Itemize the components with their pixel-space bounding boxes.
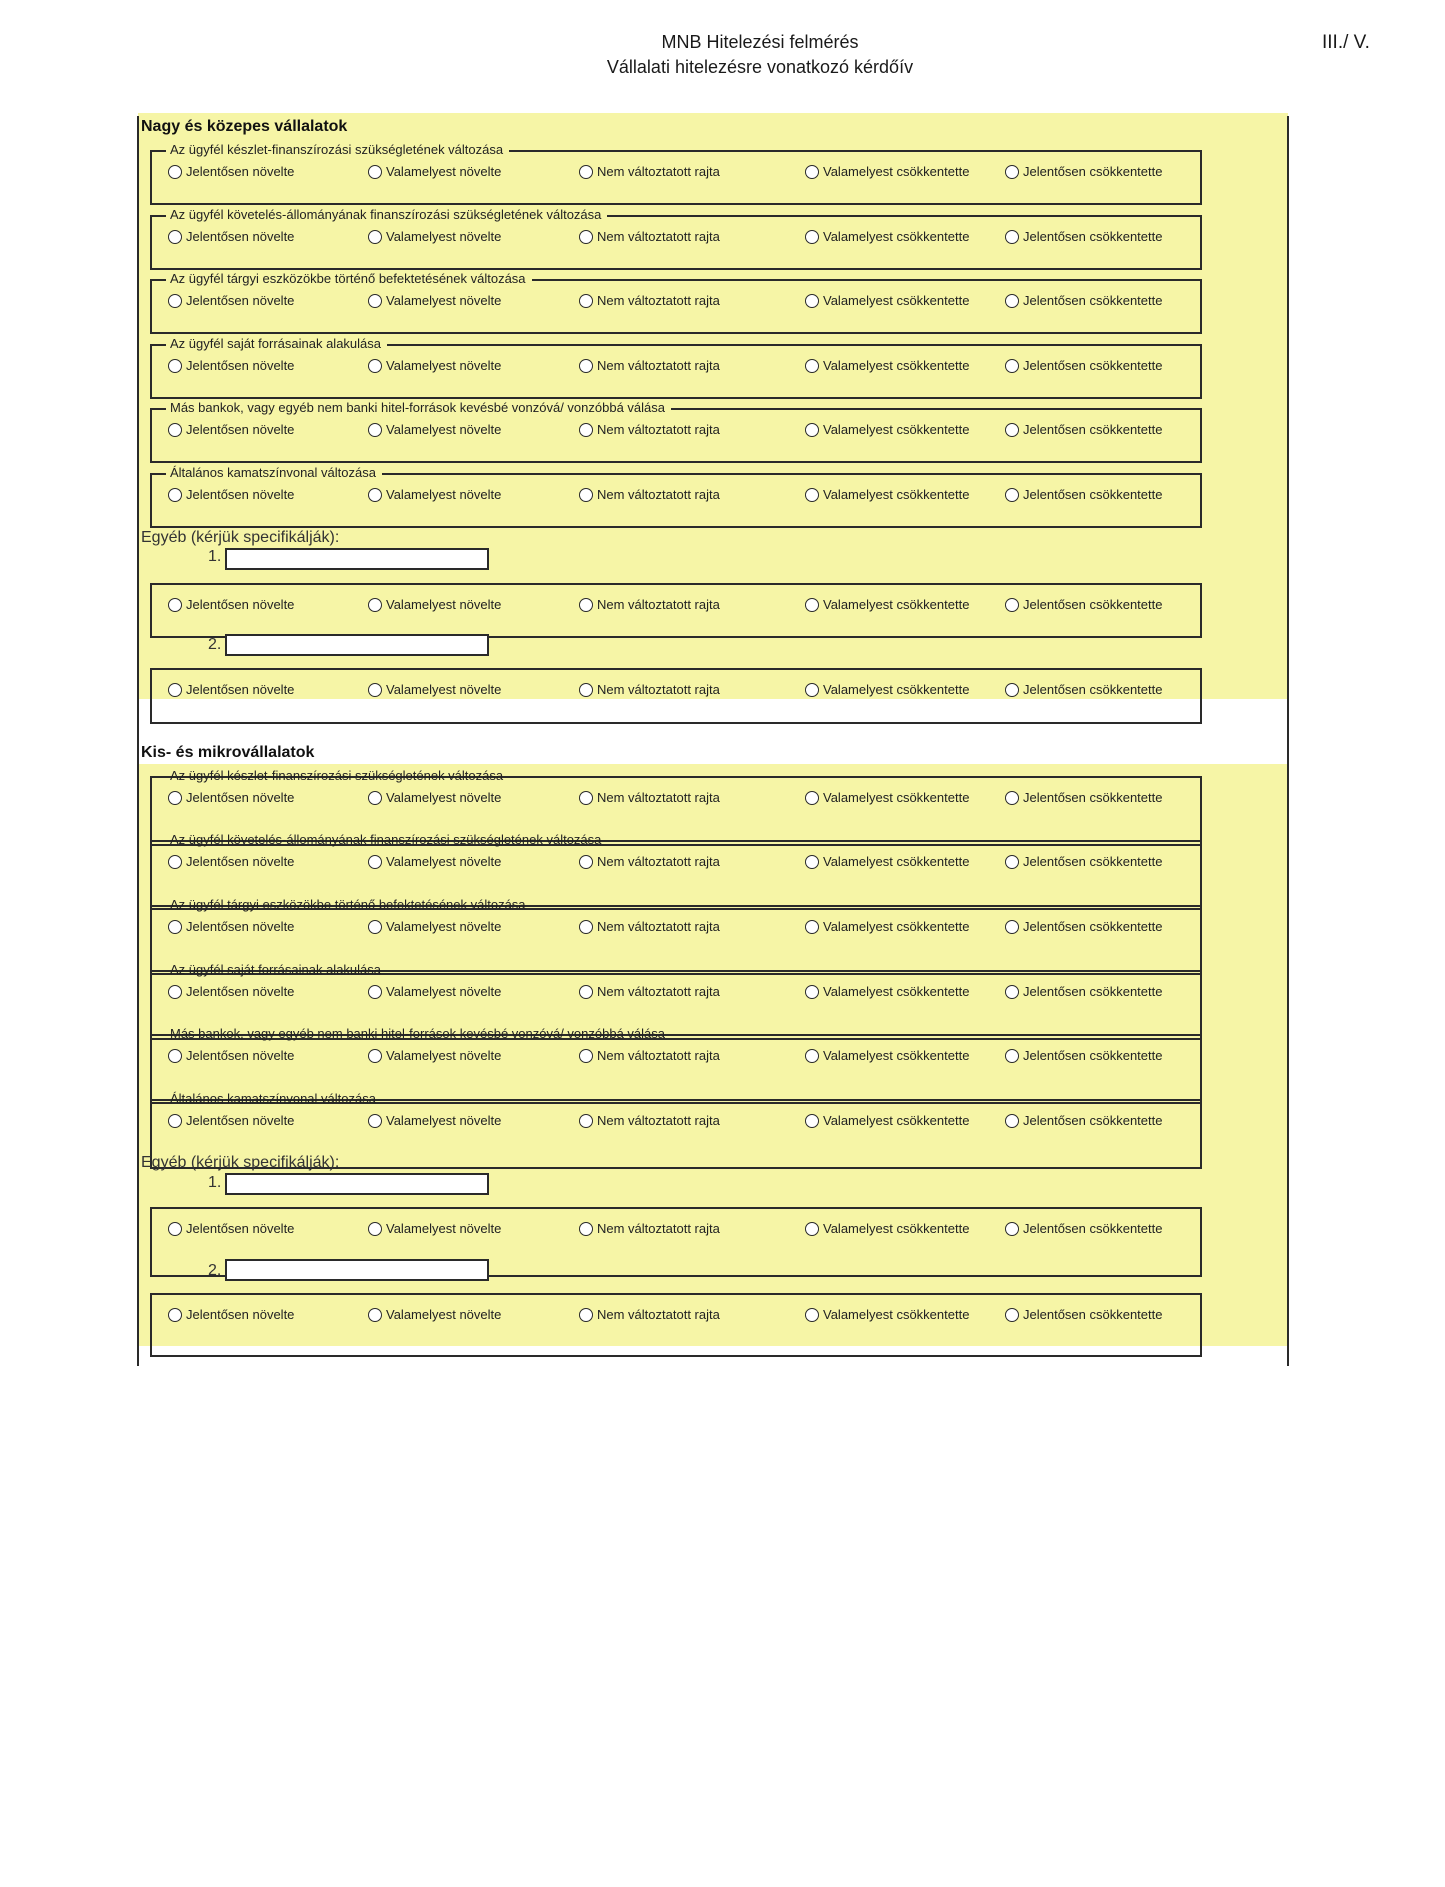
- radio-option-label: Nem változtatott rajta: [597, 919, 720, 934]
- radio-option[interactable]: [368, 422, 501, 437]
- radio-option-label: Valamelyest csökkentette: [823, 682, 970, 697]
- radio-option-label: Jelentősen csökkentette: [1023, 1048, 1163, 1063]
- frame-bottom-line: [150, 1355, 1202, 1357]
- radio-option-label: Jelentősen csökkentette: [1023, 293, 1163, 308]
- radio-option[interactable]: [805, 358, 969, 373]
- radio-option[interactable]: [368, 1221, 501, 1236]
- radio-option-label: Valamelyest növelte: [386, 293, 502, 308]
- radio-button[interactable]: [368, 423, 382, 437]
- radio-option[interactable]: [1005, 487, 1162, 502]
- radio-option-label: Valamelyest csökkentette: [823, 164, 970, 179]
- radio-option-label: Valamelyest növelte: [386, 854, 502, 869]
- radio-button[interactable]: [805, 423, 819, 437]
- question-label: Az ügyfél követelés-állományának finanszírozási szükségletének változása: [166, 207, 607, 223]
- radio-option-label: Valamelyest csökkentette: [823, 919, 970, 934]
- radio-option-label: Valamelyest növelte: [386, 229, 502, 244]
- radio-option-label: Jelentősen csökkentette: [1023, 164, 1163, 179]
- radio-option[interactable]: [805, 984, 969, 999]
- radio-option[interactable]: [579, 358, 720, 373]
- radio-button[interactable]: [168, 791, 182, 805]
- radio-button[interactable]: [1005, 1308, 1019, 1322]
- radio-button[interactable]: [805, 920, 819, 934]
- radio-button[interactable]: [368, 598, 382, 612]
- radio-button[interactable]: [1005, 791, 1019, 805]
- radio-option-label: Nem változtatott rajta: [597, 358, 720, 373]
- radio-button[interactable]: [1005, 359, 1019, 373]
- radio-option-label: Valamelyest növelte: [386, 1048, 502, 1063]
- radio-button[interactable]: [579, 791, 593, 805]
- page-number: III./ V.: [1322, 32, 1370, 53]
- radio-option[interactable]: [805, 790, 969, 805]
- radio-button[interactable]: [805, 985, 819, 999]
- radio-option[interactable]: [805, 293, 969, 308]
- other-question-group: [150, 668, 1202, 724]
- radio-option[interactable]: [579, 487, 720, 502]
- radio-option[interactable]: [168, 790, 294, 805]
- radio-option-label: Valamelyest csökkentette: [823, 1307, 970, 1322]
- radio-option[interactable]: [368, 487, 501, 502]
- radio-option[interactable]: [168, 682, 294, 697]
- radio-button[interactable]: [368, 1222, 382, 1236]
- other-item-number: 1.: [208, 1174, 222, 1191]
- radio-option[interactable]: [168, 422, 294, 437]
- radio-option-label: Valamelyest növelte: [386, 790, 502, 805]
- radio-option-label: Jelentősen csökkentette: [1023, 790, 1163, 805]
- radio-option-label: Valamelyest csökkentette: [823, 597, 970, 612]
- radio-option-label: Jelentősen növelte: [186, 1221, 295, 1236]
- radio-option[interactable]: [1005, 854, 1162, 869]
- radio-button[interactable]: [1005, 423, 1019, 437]
- question-group: [150, 465, 1202, 528]
- other-label: Egyéb (kérjük specifikálják):: [141, 529, 340, 546]
- radio-option[interactable]: [368, 854, 501, 869]
- radio-option[interactable]: [579, 422, 720, 437]
- radio-option[interactable]: [368, 164, 501, 179]
- question-label: Az ügyfél követelés-állományának finanszírozási szükségletének változása: [170, 832, 602, 847]
- radio-button[interactable]: [579, 683, 593, 697]
- radio-button[interactable]: [805, 855, 819, 869]
- radio-option-label: Valamelyest növelte: [386, 164, 502, 179]
- radio-option-label: Valamelyest csökkentette: [823, 229, 970, 244]
- radio-option[interactable]: [805, 1307, 969, 1322]
- radio-option-label: Valamelyest növelte: [386, 487, 502, 502]
- radio-button[interactable]: [1005, 683, 1019, 697]
- question-label: Az ügyfél saját forrásainak alakulása: [166, 336, 387, 352]
- radio-option-label: Valamelyest csökkentette: [823, 1221, 970, 1236]
- radio-option-label: Nem változtatott rajta: [597, 597, 720, 612]
- radio-option[interactable]: [368, 1113, 501, 1128]
- radio-option[interactable]: [1005, 422, 1162, 437]
- radio-option-label: Jelentősen csökkentette: [1023, 1307, 1163, 1322]
- other-label: Egyéb (kérjük specifikálják):: [141, 1154, 340, 1171]
- question-group: [150, 336, 1202, 399]
- radio-button[interactable]: [579, 230, 593, 244]
- radio-option[interactable]: [579, 919, 720, 934]
- radio-button[interactable]: [1005, 1049, 1019, 1063]
- radio-option-label: Jelentősen növelte: [186, 1048, 295, 1063]
- radio-option[interactable]: [579, 164, 720, 179]
- radio-option-label: Valamelyest növelte: [386, 1221, 502, 1236]
- radio-option-label: Jelentősen növelte: [186, 919, 295, 934]
- question-label: Az ügyfél készlet-finanszírozási szükségletének változása: [170, 768, 504, 783]
- radio-option[interactable]: [168, 597, 294, 612]
- radio-option-label: Jelentősen csökkentette: [1023, 487, 1163, 502]
- radio-option[interactable]: [579, 1221, 720, 1236]
- radio-option[interactable]: [805, 1048, 969, 1063]
- radio-option[interactable]: [805, 854, 969, 869]
- radio-button[interactable]: [579, 294, 593, 308]
- radio-option[interactable]: [805, 597, 969, 612]
- question-label: Más bankok, vagy egyéb nem banki hitel-források kevésbé vonzóvá/ vonzóbbá válása: [170, 1026, 666, 1041]
- radio-option-label: Jelentősen növelte: [186, 1307, 295, 1322]
- section-title: Kis- és mikrovállalatok: [141, 744, 315, 761]
- radio-button[interactable]: [1005, 230, 1019, 244]
- header-subtitle: Vállalati hitelezésre vonatkozó kérdőív: [606, 57, 914, 77]
- radio-button[interactable]: [368, 294, 382, 308]
- question-group: [150, 142, 1202, 205]
- radio-option[interactable]: [368, 358, 501, 373]
- radio-option[interactable]: [805, 919, 969, 934]
- radio-button[interactable]: [805, 791, 819, 805]
- radio-option[interactable]: [168, 229, 294, 244]
- radio-button[interactable]: [168, 165, 182, 179]
- radio-button[interactable]: [579, 1308, 593, 1322]
- radio-button[interactable]: [805, 230, 819, 244]
- question-label: Az ügyfél készlet-finanszírozási szükségletének változása: [166, 142, 509, 158]
- radio-option[interactable]: [368, 790, 501, 805]
- radio-button[interactable]: [168, 985, 182, 999]
- other-question-group: [150, 583, 1202, 638]
- radio-button[interactable]: [579, 165, 593, 179]
- radio-button[interactable]: [168, 683, 182, 697]
- radio-option-label: Valamelyest növelte: [386, 919, 502, 934]
- radio-button[interactable]: [805, 683, 819, 697]
- radio-option[interactable]: [1005, 164, 1162, 179]
- radio-option-label: Valamelyest csökkentette: [823, 1113, 970, 1128]
- radio-button[interactable]: [368, 985, 382, 999]
- radio-option-label: Jelentősen növelte: [186, 790, 295, 805]
- radio-option[interactable]: [805, 487, 969, 502]
- radio-option[interactable]: [168, 984, 294, 999]
- radio-option-label: Jelentősen csökkentette: [1023, 1113, 1163, 1128]
- radio-option[interactable]: [579, 984, 720, 999]
- radio-option[interactable]: [1005, 293, 1162, 308]
- radio-option-label: Jelentősen csökkentette: [1023, 984, 1163, 999]
- radio-button[interactable]: [579, 423, 593, 437]
- radio-button[interactable]: [368, 1308, 382, 1322]
- radio-button[interactable]: [1005, 165, 1019, 179]
- radio-button[interactable]: [168, 423, 182, 437]
- radio-option-label: Valamelyest növelte: [386, 422, 502, 437]
- radio-option[interactable]: [1005, 682, 1162, 697]
- radio-option-label: Jelentősen csökkentette: [1023, 597, 1163, 612]
- radio-option-label: Jelentősen növelte: [186, 854, 295, 869]
- radio-option-label: Jelentősen növelte: [186, 597, 295, 612]
- radio-button[interactable]: [579, 1114, 593, 1128]
- radio-button[interactable]: [1005, 855, 1019, 869]
- radio-button[interactable]: [168, 1049, 182, 1063]
- radio-option-label: Nem változtatott rajta: [597, 854, 720, 869]
- radio-option-label: Jelentősen növelte: [186, 487, 295, 502]
- radio-option[interactable]: [1005, 984, 1162, 999]
- radio-option-label: Nem változtatott rajta: [597, 790, 720, 805]
- radio-button[interactable]: [168, 488, 182, 502]
- radio-button[interactable]: [168, 294, 182, 308]
- radio-option-label: Valamelyest növelte: [386, 597, 502, 612]
- radio-option[interactable]: [168, 1307, 294, 1322]
- radio-option-label: Jelentősen csökkentette: [1023, 229, 1163, 244]
- radio-button[interactable]: [1005, 294, 1019, 308]
- other-specify-input[interactable]: [225, 1173, 489, 1195]
- radio-option-label: Jelentősen növelte: [186, 164, 295, 179]
- radio-button[interactable]: [368, 920, 382, 934]
- radio-button[interactable]: [579, 488, 593, 502]
- other-specify-input[interactable]: [225, 1259, 489, 1281]
- question-label: Általános kamatszínvonal változása: [166, 465, 382, 481]
- radio-button[interactable]: [579, 1049, 593, 1063]
- radio-button[interactable]: [168, 1308, 182, 1322]
- radio-option-label: Valamelyest csökkentette: [823, 293, 970, 308]
- radio-option[interactable]: [368, 1048, 501, 1063]
- radio-option[interactable]: [368, 1307, 501, 1322]
- header-title: MNB Hitelezési felmérés: [661, 32, 859, 52]
- radio-option[interactable]: [805, 229, 969, 244]
- radio-option[interactable]: [579, 682, 720, 697]
- radio-option-label: Jelentősen növelte: [186, 229, 295, 244]
- radio-option-label: Nem változtatott rajta: [597, 422, 720, 437]
- radio-option-label: Valamelyest növelte: [386, 358, 502, 373]
- radio-option-label: Jelentősen csökkentette: [1023, 919, 1163, 934]
- radio-button[interactable]: [168, 920, 182, 934]
- radio-option-label: Nem változtatott rajta: [597, 682, 720, 697]
- radio-option[interactable]: [168, 919, 294, 934]
- radio-button[interactable]: [368, 683, 382, 697]
- radio-button[interactable]: [368, 359, 382, 373]
- radio-option-label: Jelentősen csökkentette: [1023, 422, 1163, 437]
- radio-option[interactable]: [1005, 1113, 1162, 1128]
- other-item-number: 2.: [208, 1262, 222, 1279]
- radio-option-label: Jelentősen csökkentette: [1023, 854, 1163, 869]
- radio-option[interactable]: [1005, 1221, 1162, 1236]
- radio-option[interactable]: [168, 854, 294, 869]
- radio-button[interactable]: [1005, 985, 1019, 999]
- radio-option[interactable]: [168, 1221, 294, 1236]
- radio-option-label: Jelentősen csökkentette: [1023, 1221, 1163, 1236]
- radio-button[interactable]: [805, 598, 819, 612]
- radio-option-label: Valamelyest növelte: [386, 1307, 502, 1322]
- radio-button[interactable]: [368, 230, 382, 244]
- other-specify-input[interactable]: [225, 634, 489, 656]
- radio-option-label: Jelentősen növelte: [186, 422, 295, 437]
- radio-option[interactable]: [805, 1113, 969, 1128]
- radio-button[interactable]: [168, 359, 182, 373]
- radio-button[interactable]: [579, 985, 593, 999]
- radio-option[interactable]: [1005, 358, 1162, 373]
- radio-option[interactable]: [368, 597, 501, 612]
- radio-button[interactable]: [168, 598, 182, 612]
- radio-button[interactable]: [579, 920, 593, 934]
- other-item-number: 2.: [208, 636, 222, 653]
- radio-option-label: Jelentősen növelte: [186, 1113, 295, 1128]
- radio-option[interactable]: [805, 682, 969, 697]
- radio-option-label: Nem változtatott rajta: [597, 984, 720, 999]
- frame-left-line: [137, 116, 139, 1366]
- radio-option[interactable]: [1005, 790, 1162, 805]
- radio-option-label: Nem változtatott rajta: [597, 487, 720, 502]
- radio-option[interactable]: [805, 422, 969, 437]
- question-label: Az ügyfél tárgyi eszközökbe történő befektetésének változása: [170, 897, 526, 912]
- radio-option[interactable]: [1005, 597, 1162, 612]
- radio-option-label: Jelentősen csökkentette: [1023, 682, 1163, 697]
- radio-option-label: Jelentősen csökkentette: [1023, 358, 1163, 373]
- radio-option-label: Nem változtatott rajta: [597, 1113, 720, 1128]
- radio-option[interactable]: [368, 984, 501, 999]
- radio-option-label: Valamelyest csökkentette: [823, 422, 970, 437]
- radio-button[interactable]: [368, 488, 382, 502]
- radio-button[interactable]: [368, 791, 382, 805]
- other-question-group: [150, 1293, 1202, 1357]
- radio-button[interactable]: [368, 1049, 382, 1063]
- radio-option[interactable]: [805, 164, 969, 179]
- radio-button[interactable]: [579, 598, 593, 612]
- radio-button[interactable]: [368, 1114, 382, 1128]
- radio-option-label: Jelentősen növelte: [186, 682, 295, 697]
- radio-option-label: Valamelyest növelte: [386, 1113, 502, 1128]
- radio-option-label: Nem változtatott rajta: [597, 1048, 720, 1063]
- radio-option-label: Valamelyest növelte: [386, 682, 502, 697]
- radio-option-label: Valamelyest csökkentette: [823, 854, 970, 869]
- radio-option[interactable]: [168, 293, 294, 308]
- radio-option-label: Valamelyest csökkentette: [823, 358, 970, 373]
- radio-button[interactable]: [805, 1049, 819, 1063]
- radio-button[interactable]: [579, 359, 593, 373]
- radio-option-label: Nem változtatott rajta: [597, 164, 720, 179]
- page-header: [0, 30, 1445, 80]
- radio-option-label: Valamelyest csökkentette: [823, 790, 970, 805]
- radio-option[interactable]: [1005, 1048, 1162, 1063]
- radio-option[interactable]: [368, 919, 501, 934]
- question-label: Az ügyfél tárgyi eszközökbe történő befektetésének változása: [166, 271, 532, 287]
- radio-option[interactable]: [579, 790, 720, 805]
- radio-button[interactable]: [805, 165, 819, 179]
- radio-option[interactable]: [168, 164, 294, 179]
- radio-option[interactable]: [1005, 229, 1162, 244]
- radio-button[interactable]: [368, 855, 382, 869]
- radio-button[interactable]: [805, 1222, 819, 1236]
- radio-button[interactable]: [368, 165, 382, 179]
- radio-option[interactable]: [368, 682, 501, 697]
- radio-option[interactable]: [168, 1048, 294, 1063]
- radio-option[interactable]: [579, 597, 720, 612]
- frame-right-line: [1287, 116, 1289, 1366]
- radio-option[interactable]: [579, 229, 720, 244]
- radio-option-label: Valamelyest növelte: [386, 984, 502, 999]
- radio-button[interactable]: [1005, 920, 1019, 934]
- radio-button[interactable]: [805, 294, 819, 308]
- radio-option-label: Jelentősen növelte: [186, 358, 295, 373]
- radio-option[interactable]: [168, 487, 294, 502]
- radio-option-label: Nem változtatott rajta: [597, 229, 720, 244]
- radio-button[interactable]: [168, 1222, 182, 1236]
- radio-option-label: Jelentősen növelte: [186, 293, 295, 308]
- radio-option-label: Valamelyest csökkentette: [823, 487, 970, 502]
- other-item-number: 1.: [208, 548, 222, 565]
- radio-button[interactable]: [168, 855, 182, 869]
- radio-option-label: Jelentősen növelte: [186, 984, 295, 999]
- radio-button[interactable]: [1005, 1222, 1019, 1236]
- radio-button[interactable]: [805, 488, 819, 502]
- radio-option[interactable]: [579, 854, 720, 869]
- radio-option[interactable]: [168, 358, 294, 373]
- radio-option[interactable]: [368, 229, 501, 244]
- radio-button[interactable]: [168, 230, 182, 244]
- question-label: Általános kamatszínvonal változása: [170, 1091, 376, 1106]
- radio-button[interactable]: [1005, 488, 1019, 502]
- other-specify-input[interactable]: [225, 548, 489, 570]
- radio-option[interactable]: [1005, 919, 1162, 934]
- radio-option-label: Nem változtatott rajta: [597, 293, 720, 308]
- radio-option-label: Nem változtatott rajta: [597, 1307, 720, 1322]
- radio-option[interactable]: [805, 1221, 969, 1236]
- radio-button[interactable]: [1005, 598, 1019, 612]
- radio-button[interactable]: [579, 855, 593, 869]
- section-title: Nagy és közepes vállalatok: [141, 118, 348, 135]
- radio-button[interactable]: [805, 1308, 819, 1322]
- question-group: [150, 400, 1202, 463]
- radio-button[interactable]: [805, 1114, 819, 1128]
- radio-option[interactable]: [368, 293, 501, 308]
- radio-option[interactable]: [168, 1113, 294, 1128]
- radio-option[interactable]: [579, 1307, 720, 1322]
- question-label: Más bankok, vagy egyéb nem banki hitel-források kevésbé vonzóvá/ vonzóbbá válása: [166, 400, 671, 416]
- radio-option-label: Valamelyest csökkentette: [823, 1048, 970, 1063]
- question-group: [150, 207, 1202, 270]
- radio-option[interactable]: [579, 293, 720, 308]
- radio-option[interactable]: [579, 1113, 720, 1128]
- radio-button[interactable]: [805, 359, 819, 373]
- radio-option-label: Nem változtatott rajta: [597, 1221, 720, 1236]
- question-label: Az ügyfél saját forrásainak alakulása: [170, 962, 382, 977]
- radio-button[interactable]: [1005, 1114, 1019, 1128]
- radio-button[interactable]: [168, 1114, 182, 1128]
- question-group: [150, 271, 1202, 334]
- radio-button[interactable]: [579, 1222, 593, 1236]
- radio-option[interactable]: [1005, 1307, 1162, 1322]
- radio-option-label: Valamelyest csökkentette: [823, 984, 970, 999]
- radio-option[interactable]: [579, 1048, 720, 1063]
